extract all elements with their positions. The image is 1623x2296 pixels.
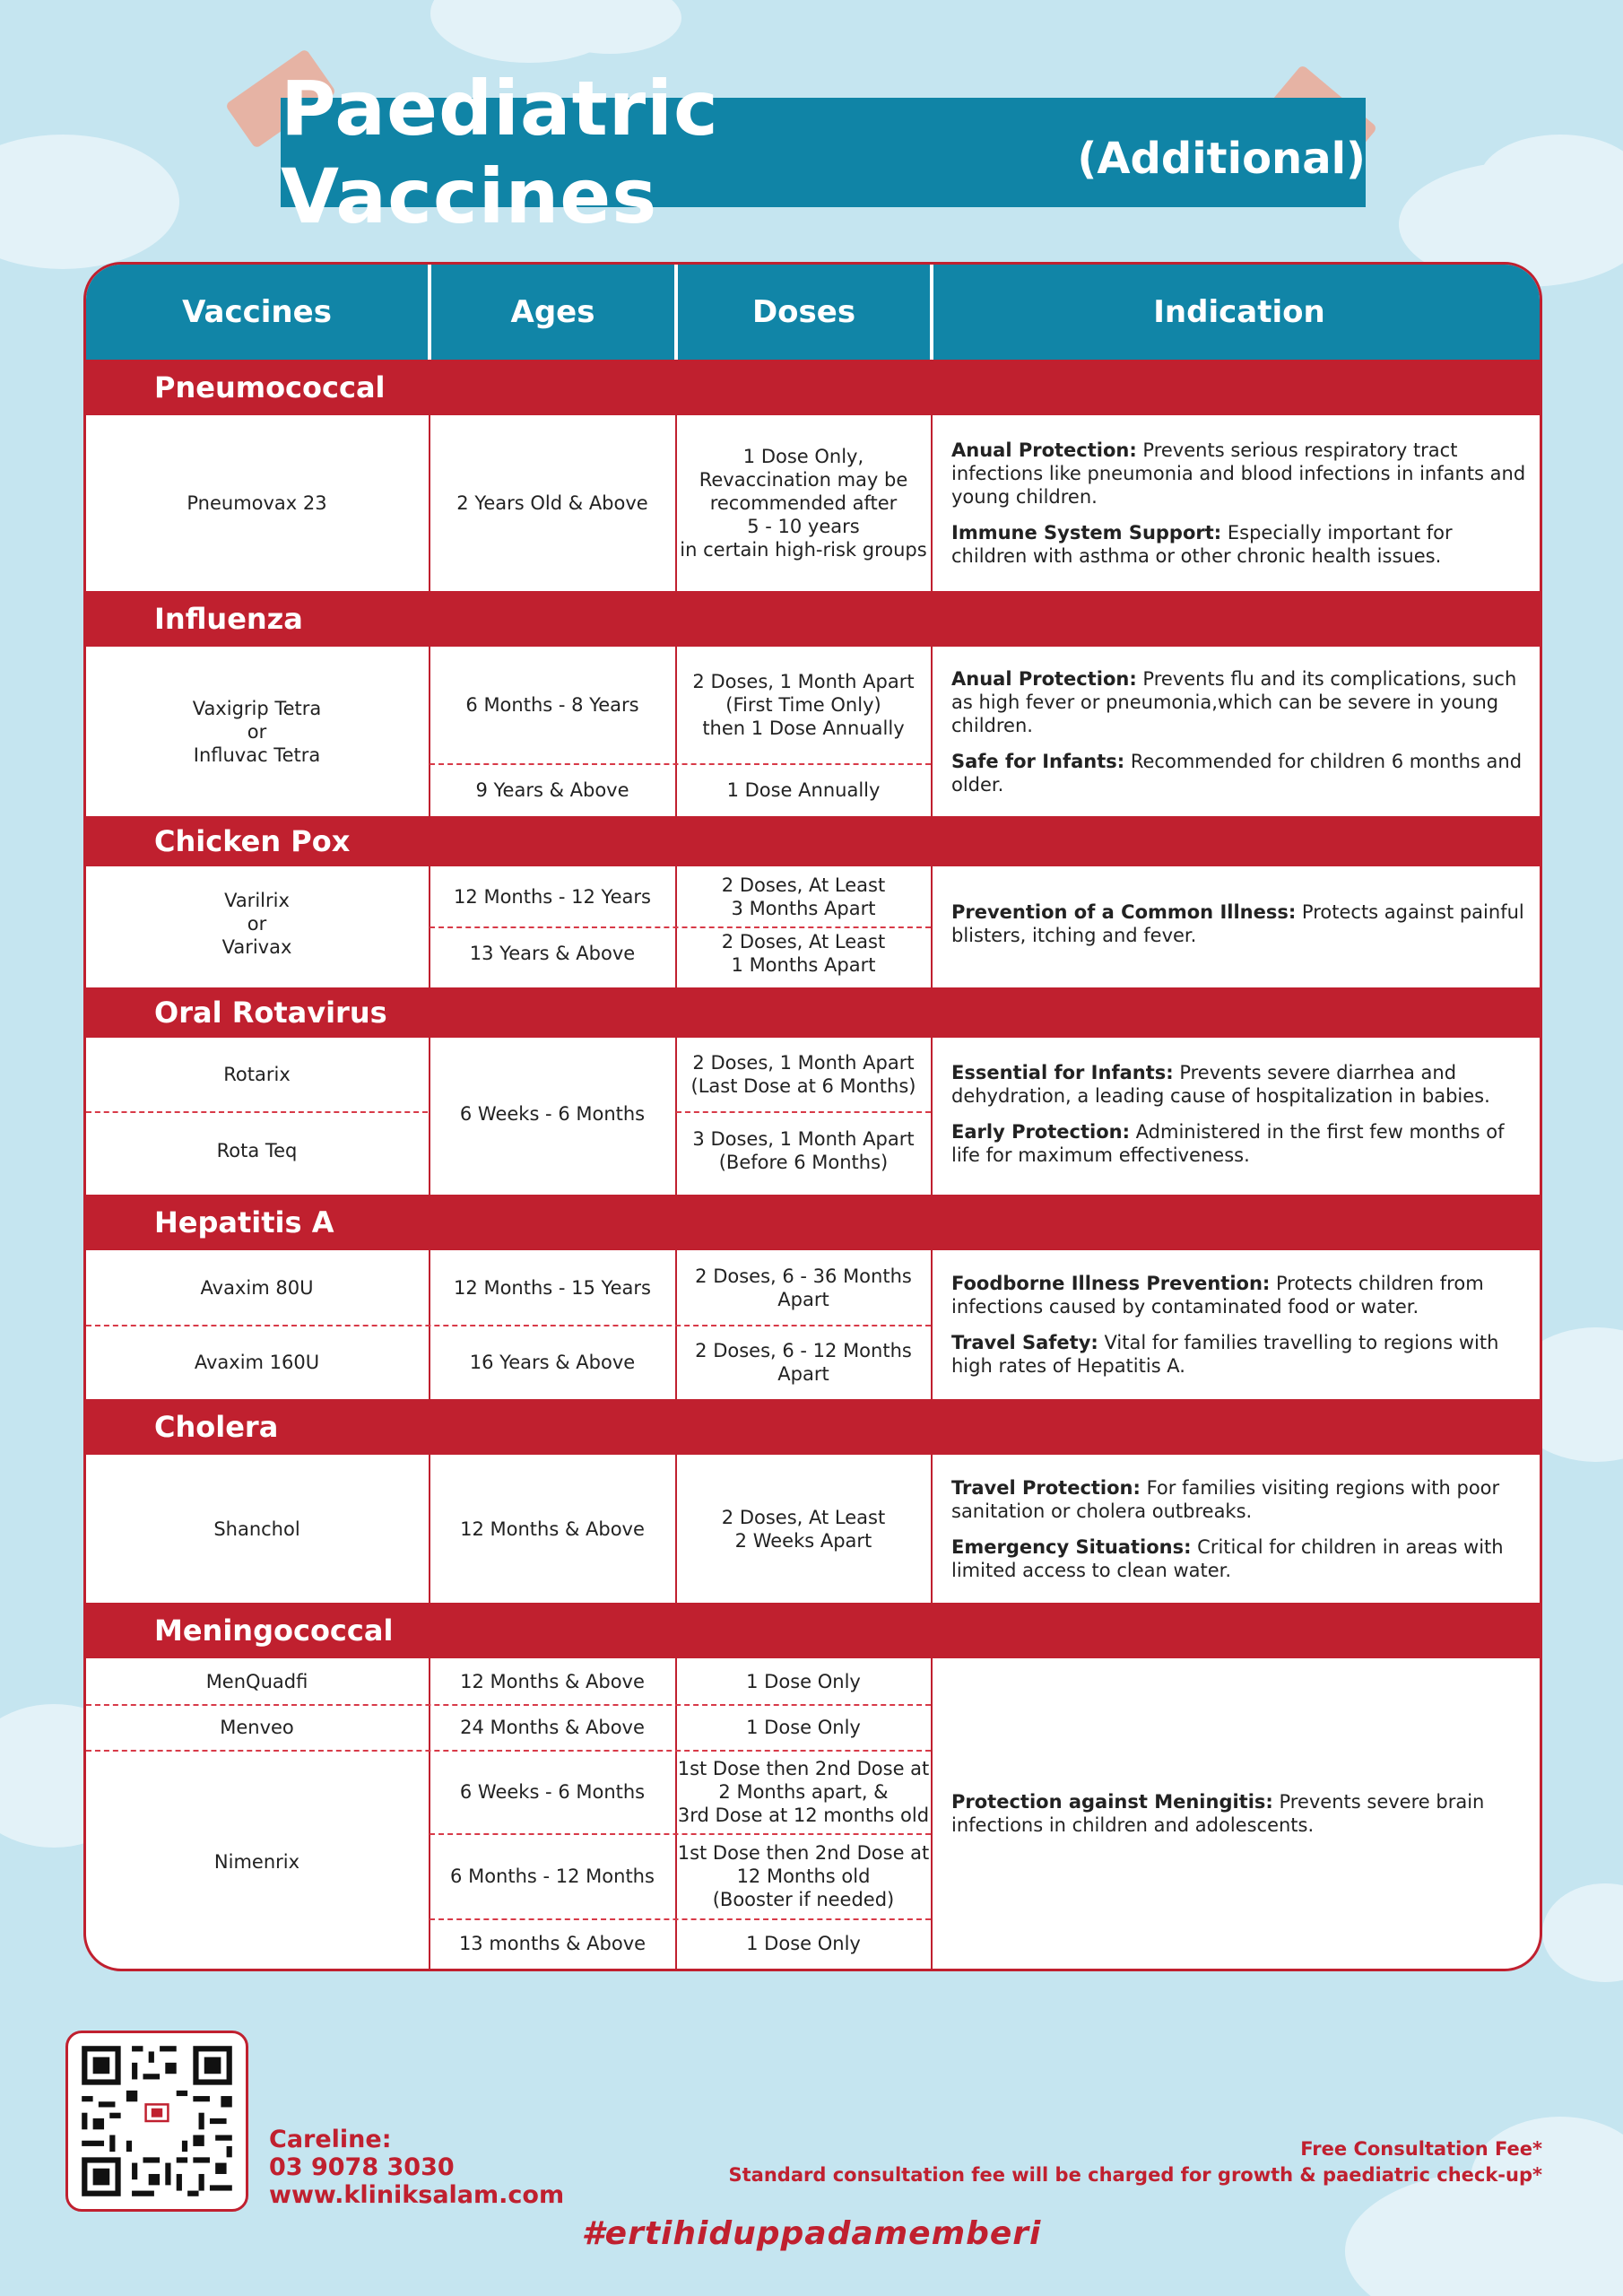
section-pneumococcal: Pneumococcal — [86, 360, 1540, 415]
indication-hepatitis-a: Foodborne Illness Prevention: Protects children from infections caused by contaminated food or water. Travel Safety: Vital for families travelling to regions with high rates of Hepatitis A. — [951, 1273, 1499, 1377]
careline-label: Careline: — [269, 2126, 392, 2153]
section-influenza: Influenza — [86, 591, 1540, 647]
header-ages: Ages — [510, 294, 595, 330]
vaccine-name: Nimenrix — [213, 1851, 300, 1873]
section-meningococcal: Meningococcal — [86, 1603, 1540, 1658]
fee-note — [729, 2136, 1542, 2188]
age-range: 12 Months - 15 Years — [454, 1276, 651, 1299]
dose-schedule: 1st Dose then 2nd Dose at 2 Months apart, & 3rd Dose at 12 months old — [677, 1757, 930, 1826]
page-subtitle: (Additional) — [1077, 134, 1366, 184]
careline-block — [269, 2126, 564, 2209]
vaccine-table — [83, 262, 1542, 1971]
header-vaccines: Vaccines — [182, 294, 332, 330]
age-range: 6 Weeks - 6 Months — [459, 1780, 646, 1803]
fee-standard: Standard consultation fee will be charged for growth & paediatric check-up* — [728, 2164, 1542, 2186]
age-range: 16 Years & Above — [469, 1351, 636, 1373]
age-range: 6 Months - 12 Months — [450, 1865, 655, 1887]
age-range: 24 Months & Above — [460, 1716, 645, 1738]
dose-schedule: 2 Doses, 6 - 12 Months Apart — [695, 1339, 912, 1385]
age-range: 2 Years Old & Above — [456, 492, 648, 514]
age-range: 13 months & Above — [458, 1933, 647, 1954]
website-link[interactable]: www.kliniksalam.com — [269, 2181, 565, 2209]
dose-schedule: 1 Dose Only — [746, 1716, 861, 1738]
indication-influenza: Anual Protection: Prevents flu and its complications, such as high fever or pneumonia,which can be severe in young children. Safe for Infants: Recommended for children 6 months and older. — [951, 667, 1523, 796]
indication-meningococcal: Protection against Meningitis: Prevents severe brain infections in children and adolescents. — [951, 1791, 1485, 1836]
vaccine-name: Vaxigrip Tetra or Influvac Tetra — [192, 697, 322, 766]
vaccine-name: Rota Teq — [216, 1140, 298, 1161]
fee-free: Free Consultation Fee* — [1300, 2138, 1542, 2160]
indication-cholera: Travel Protection: For families visiting regions with poor sanitation or cholera outbreaks. Emergency Situations: Critical for children in areas with limited access to clean water. — [951, 1476, 1504, 1581]
indication-pneumococcal: Anual Protection: Prevents serious respiratory tract infections like pneumonia and blood infections in infants and young children. Immune System Support: Especially important for children with asthma or other chronic health issues. — [951, 439, 1526, 567]
dose-schedule: 1 Dose Only — [746, 1933, 861, 1954]
age-range: 6 Months - 8 Years — [465, 694, 639, 716]
dose-schedule: 2 Doses, 1 Month Apart (First Time Only) then 1 Dose Annually — [692, 671, 915, 739]
vaccine-name: MenQuadfi — [205, 1670, 308, 1692]
section-chicken-pox: Chicken Pox — [86, 816, 1540, 866]
dose-schedule: 2 Doses, 1 Month Apart (Last Dose at 6 Months) — [690, 1052, 916, 1097]
vaccine-name: Shanchol — [213, 1518, 300, 1540]
header-indication: Indication — [1153, 294, 1325, 330]
age-range: 9 Years & Above — [475, 778, 629, 801]
section-hepatitis-a: Hepatitis A — [86, 1195, 1540, 1250]
vaccine-name: Avaxim 160U — [194, 1351, 320, 1373]
qr-code[interactable] — [65, 2031, 248, 2212]
header-doses: Doses — [751, 294, 856, 330]
page-title: Paediatric Vaccines — [281, 65, 719, 240]
dose-schedule: 1 Dose Only, Revaccination may be recommended after 5 - 10 years in certain high-risk groups — [680, 446, 927, 561]
age-range: 12 Months & Above — [460, 1518, 645, 1540]
section-oral-rotavirus: Oral Rotavirus — [86, 987, 1540, 1038]
age-range: 12 Months & Above — [460, 1670, 645, 1692]
indication-chicken-pox: Prevention of a Common Illness: Protects against painful blisters, itching and fever. — [951, 900, 1524, 946]
vaccine-name: Pneumovax 23 — [187, 492, 327, 514]
hashtag: #ertihiduppadamemberi — [581, 2215, 1042, 2252]
age-range: 12 Months - 12 Years — [454, 885, 651, 908]
dose-schedule: 1st Dose then 2nd Dose at 12 Months old (Booster if needed) — [677, 1841, 930, 1910]
title-banner — [281, 65, 1366, 240]
age-range: 6 Weeks - 6 Months — [459, 1103, 646, 1125]
careline-phone[interactable]: 03 9078 3030 — [269, 2153, 455, 2181]
table-header — [86, 265, 1540, 360]
dose-schedule: 2 Doses, At Least 3 Months Apart — [721, 874, 886, 919]
dose-schedule: 1 Dose Only — [746, 1670, 861, 1692]
dose-schedule: 1 Dose Annually — [726, 778, 881, 801]
indication-oral-rotavirus: Essential for Infants: Prevents severe diarrhea and dehydration, a leading cause of hospitalization in babies. Early Protection: Administered in the first few months of life for maximum effectiveness. — [951, 1062, 1505, 1166]
dose-schedule: 2 Doses, At Least 2 Weeks Apart — [721, 1506, 886, 1552]
vaccine-name: Varilrix or Varivax — [221, 889, 292, 958]
section-cholera: Cholera — [86, 1399, 1540, 1455]
dose-schedule: 2 Doses, 6 - 36 Months Apart — [695, 1265, 912, 1310]
qr-code-icon — [76, 2040, 238, 2202]
vaccine-name: Rotarix — [223, 1064, 291, 1085]
vaccine-name: Menveo — [220, 1716, 294, 1738]
vaccine-name: Avaxim 80U — [200, 1276, 314, 1299]
dose-schedule: 3 Doses, 1 Month Apart (Before 6 Months) — [692, 1128, 915, 1173]
dose-schedule: 2 Doses, At Least 1 Months Apart — [721, 931, 886, 976]
age-range: 13 Years & Above — [469, 943, 636, 964]
